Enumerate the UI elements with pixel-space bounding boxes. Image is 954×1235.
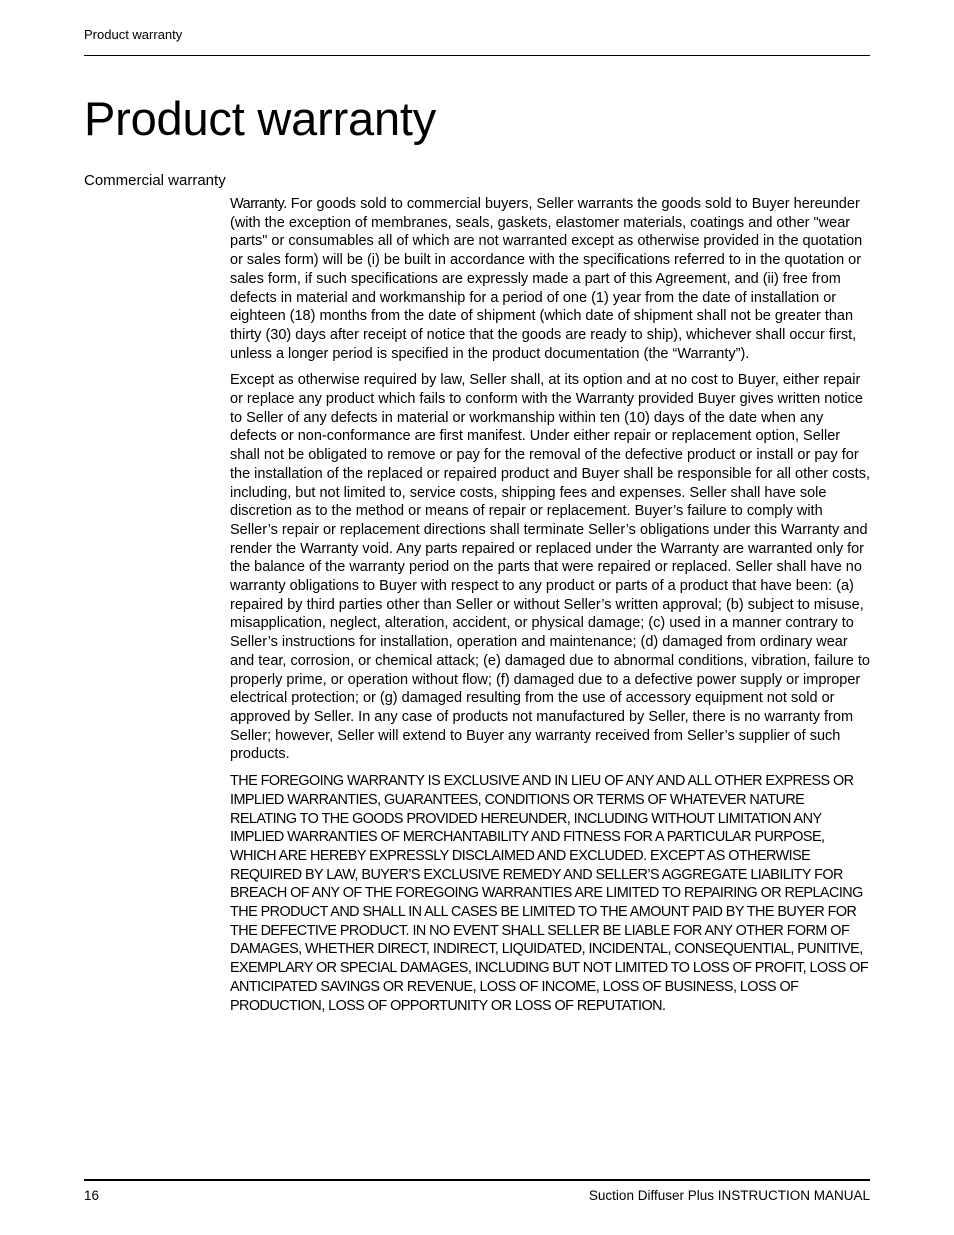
disclaimer-paragraph: THE FOREGOING WARRANTY IS EXCLUSIVE AND IN LIEU OF ANY AND ALL OTHER EXPRESS OR IMPLIED WARRANTIES, GUARANTEES, CONDITIONS OR TERMS OF WHATEVER NATURE RELATING TO THE GOODS PROVIDED HEREUNDER, INCLUDING WITHOUT LIMITATION ANY IMPLIED WARRANTIES OF MERCHANTABILITY AND FITNESS FOR A PARTICULAR PURPOSE, WHICH ARE HEREBY EXPRESSLY DISCLAIMED AND EXCLUDED. EXCEPT AS OTHERWISE REQUIRED BY LAW, BUYER’S EXCLUSIVE REMEDY AND SELLER’S AGGREGATE LIABILITY FOR BREACH OF ANY OF THE FOREGOING WARRANTIES ARE LIMITED TO REPAIRING OR REPLACING THE PRODUCT AND SHALL IN ALL CASES BE LIMITED TO THE AMOUNT PAID BY THE BUYER FOR THE DEFECTIVE PRODUCT. IN NO EVENT SHALL SELLER BE LIABLE FOR ANY OTHER FORM OF DAMAGES, WHETHER DIRECT, INDIRECT, LIQUIDATED, INCIDENTAL, CONSEQUENTIAL, PUNITIVE, EXEMPLARY OR SPECIAL DAMAGES, INCLUDING BUT NOT LIMITED TO LOSS OF PROFIT, LOSS OF ANTICIPATED SAVINGS OR REVENUE, LOSS OF INCOME, LOSS OF BUSINESS, LOSS OF PRODUCTION, LOSS OF OPPORTUNITY OR LOSS OF REPUTATION.	[230, 773, 869, 1014]
page-title: Product warranty	[84, 92, 437, 145]
warranty-paragraph	[230, 195, 870, 363]
footer-divider	[84, 1179, 870, 1181]
header-divider	[84, 55, 870, 56]
manual-title: Suction Diffuser Plus INSTRUCTION MANUAL	[588, 1188, 870, 1203]
remedy-paragraph: Except as otherwise required by law, Seller shall, at its option and at no cost to Buyer, either repair or replace any product which fails to conform with the Warranty provided Buyer gives written notice to Seller of any defects in material or workmanship within ten (10) days of the date when any defects or non-conformance are first manifest. Under either repair or replacement option, Seller shall not be obligated to remove or pay for the removal of the defective product or install or pay for the installation of the replaced or repaired product and Buyer shall be responsible for all other costs, including, but not limited to, service costs, shipping fees and expenses. Seller shall have sole discretion as to the method or means of repair or replacement. Buyer’s failure to comply with Seller’s repair or replacement directions shall terminate Seller’s obligations under this Warranty and render the Warranty void. Any parts repaired or replaced under the Warranty are warranted only for the balance of the warranty period on the parts that were repaired or replaced. Seller shall have no warranty obligations to Buyer with respect to any product or parts of a product that have been: (a) repaired by third parties other than Seller or without Seller’s written approval; (b) subject to misuse, misapplication, neglect, alteration, accident, or physical damage; (c) used in a manner contrary to Seller’s instructions for installation, operation and maintenance; (d) damaged from ordinary wear and tear, corrosion, or chemical attack; (e) damaged due to abnormal conditions, vibration, failure to properly prime, or operation without flow; (f) damaged due to a defective power supply or improper electrical protection; or (g) damaged resulting from the use of accessory equipment not sold or approved by Seller. In any case of products not manufactured by Seller, there is no warranty from Seller; however, Seller will extend to Buyer any warranty received from Seller’s supplier of such products.	[230, 372, 870, 763]
section-body	[230, 195, 870, 1023]
warranty-lead-term: Warranty.	[230, 196, 287, 212]
warranty-paragraph-text: For goods sold to commercial buyers, Seller warrants the goods sold to Buyer hereunder (with the exception of membranes, seals, gaskets, elastomer materials, coatings and other "wear parts" or consumables all of which are not warranted except as otherwise provided in the quotation or sales form) will be (i) be built in accordance with the specifications referred to in the quotation or sales form, if such specifications are expressly made a part of this Agreement, and (ii) free from defects in material and workmanship for a period of one (1) year from the date of installation or eighteen (18) months from the date of shipment (which date of shipment shall not be greater than thirty (30) days after receipt of notice that the goods are ready to ship), whichever shall occur first, unless a longer period is specified in the product documentation (the “Warranty”).	[230, 196, 863, 362]
section-heading: Commercial warranty	[84, 172, 226, 189]
page-number: 16	[84, 1188, 100, 1203]
running-header: Product warranty	[84, 27, 183, 42]
